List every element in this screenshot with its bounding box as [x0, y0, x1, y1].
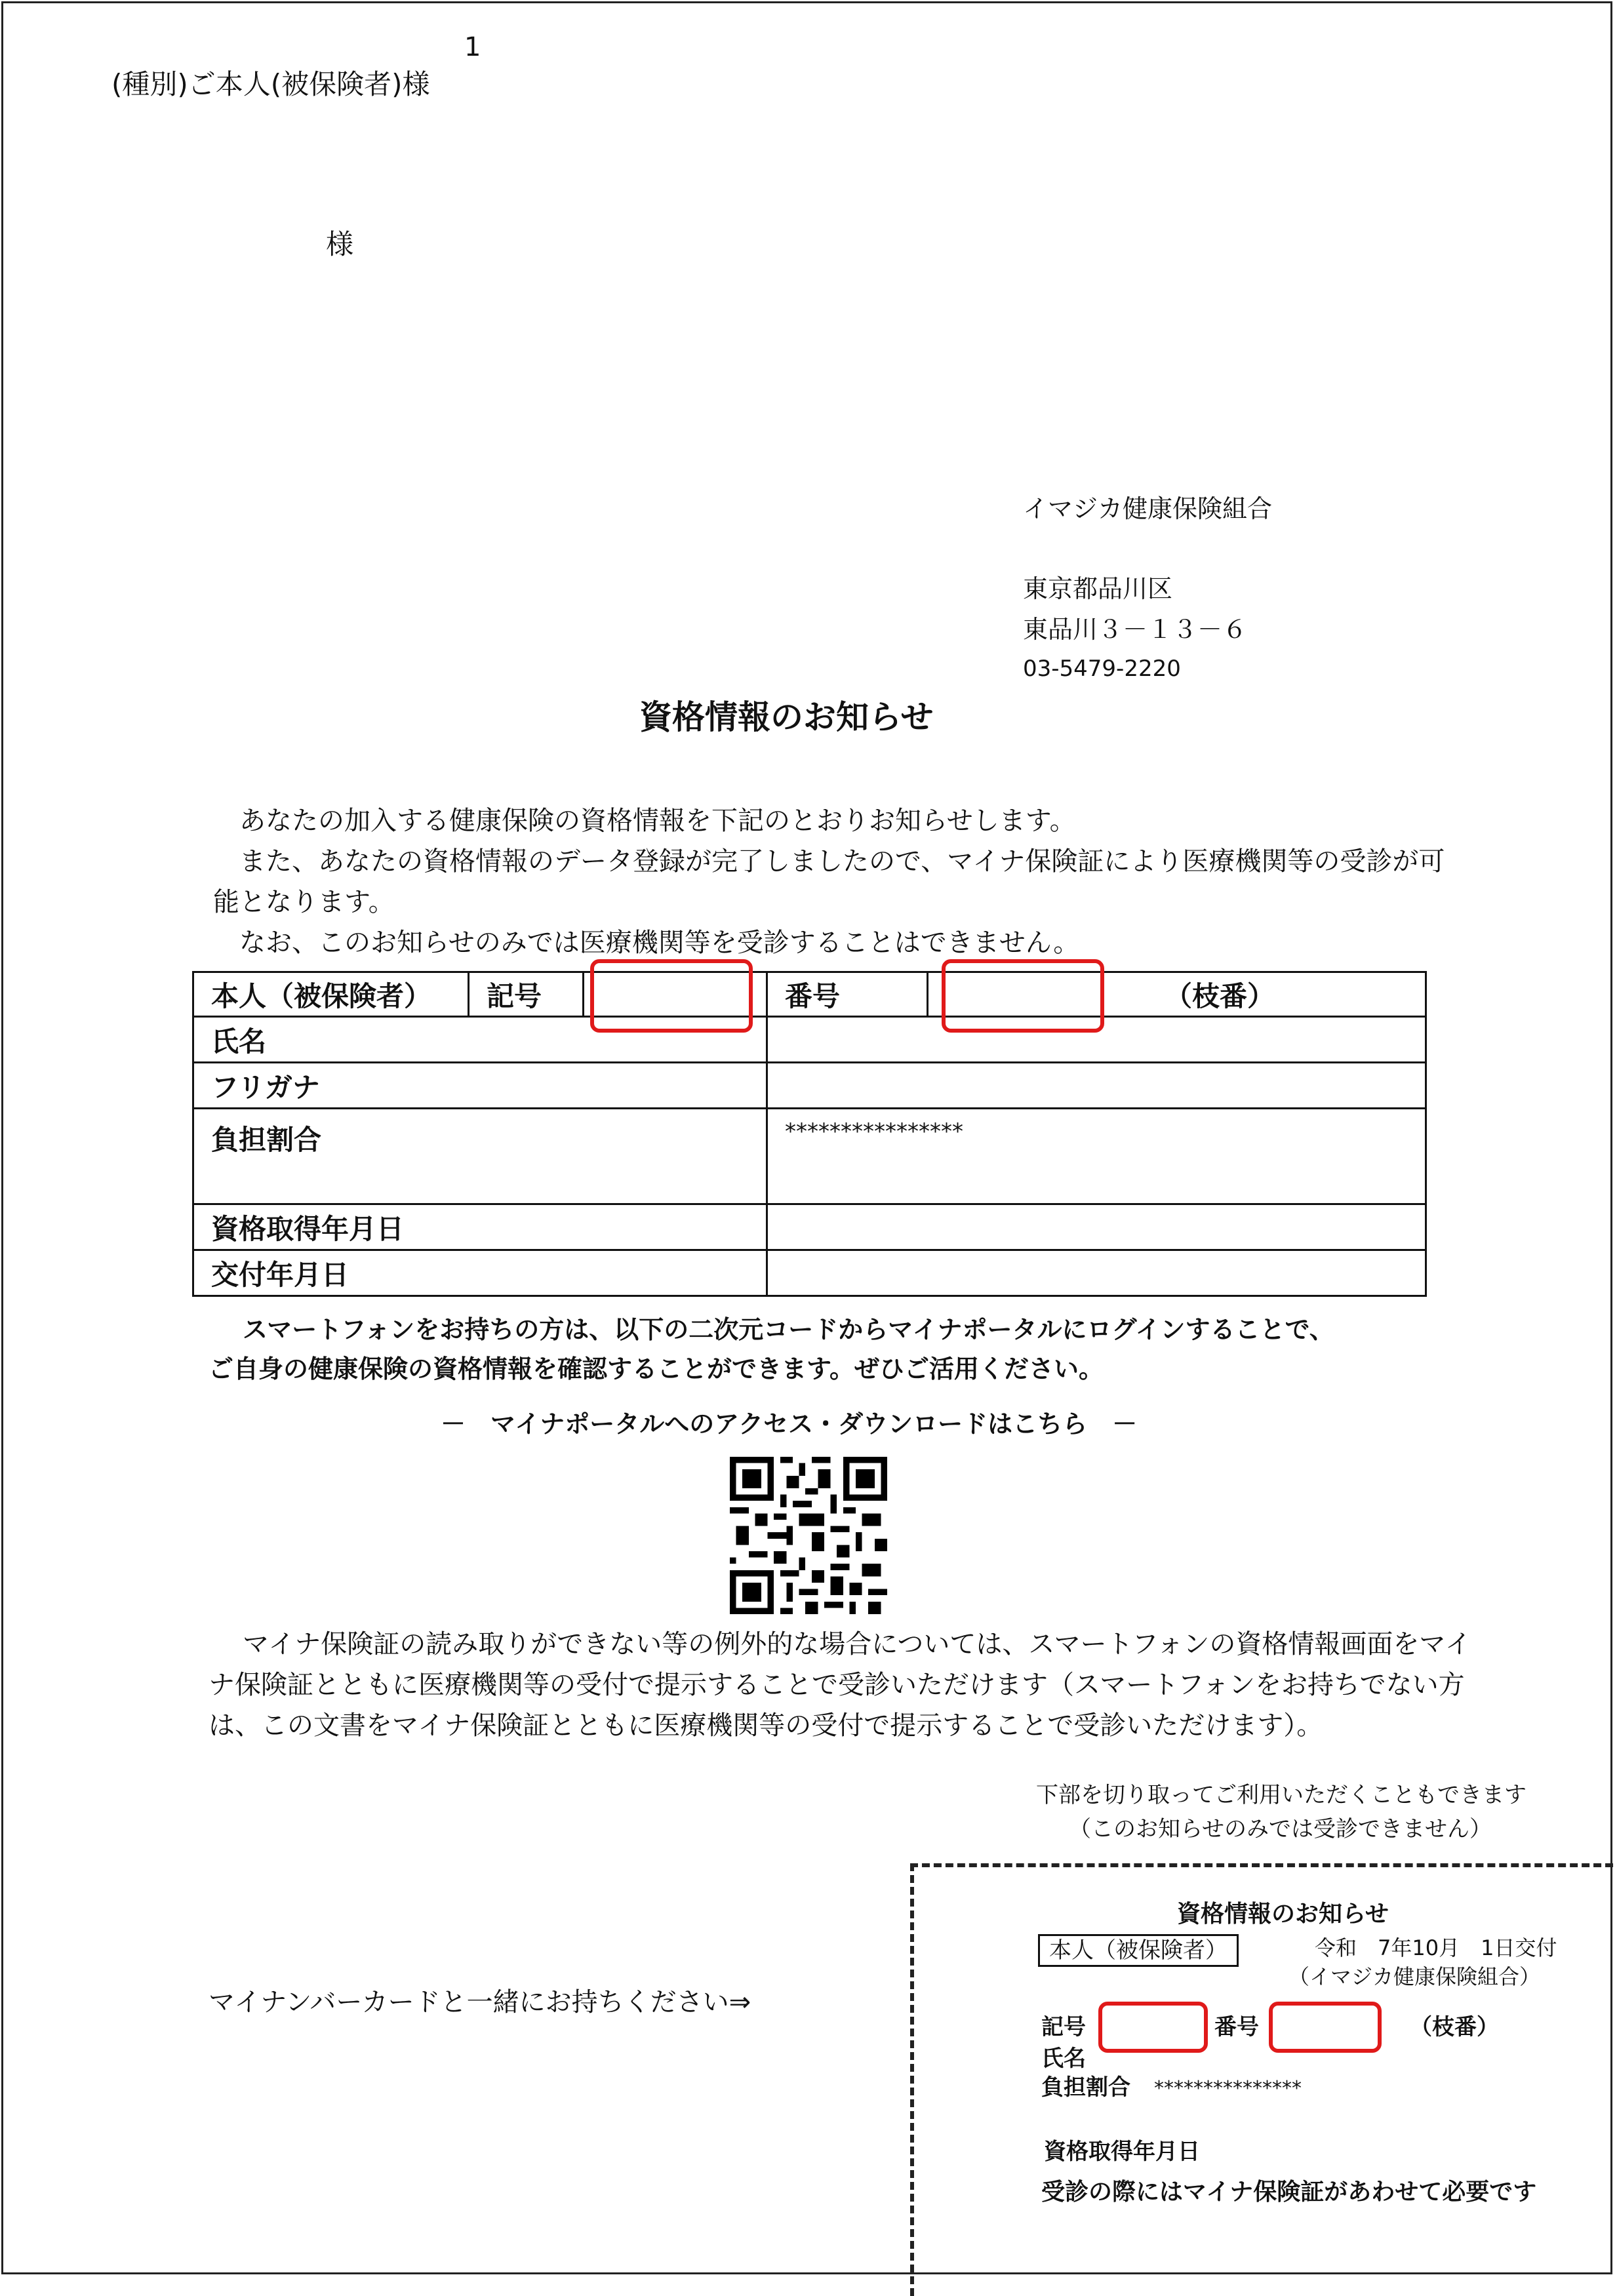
table-row-name: [193, 1017, 1426, 1063]
recipient-salutation: (種別)ご本人(被保険者)様: [111, 68, 430, 100]
exception-line-2: ナ保険証とともに医療機関等の受付で提示することで受診いただけます（スマートフォンをお持ちでない方: [209, 1670, 1465, 1700]
symbol-label-cell: 記号: [469, 972, 584, 1017]
stub-issuer: （イマジカ健康保険組合）: [1288, 1964, 1541, 1989]
furigana-value-cell: [767, 1063, 1426, 1109]
stub-symbol-label: 記号: [1041, 2014, 1086, 2040]
issued-label-cell: 交付年月日: [193, 1250, 767, 1296]
stub-issued-date: 令和 7年10月 1日交付: [1315, 1935, 1557, 1960]
symbol-redaction-box: [590, 959, 753, 1033]
intro-line-3: 能となります。: [213, 887, 395, 917]
stub-burden-label: 負担割合: [1041, 2074, 1130, 2101]
furigana-label-cell: フリガナ: [193, 1063, 767, 1109]
acquired-value-cell: [767, 1204, 1426, 1250]
stub-notice: 受診の際にはマイナ保険証があわせて必要です: [1041, 2179, 1537, 2206]
recipient-honorific: 様: [326, 228, 354, 260]
issuer-name: イマジカ健康保険組合: [1023, 494, 1273, 523]
exception-line-3: は、この文書をマイナ保険証とともに医療機関等の受付で提示することで受診いただけます）。: [209, 1711, 1323, 1741]
intro-line-2: また、あなたの資格情報のデータ登録が完了しましたので、マイナ保険証により医療機関等の受診が可: [239, 846, 1445, 877]
stub-branch-label: （枝番）: [1410, 2014, 1499, 2040]
stub-symbol-redaction-box: [1098, 2002, 1208, 2053]
smartphone-line-1: スマートフォンをお持ちの方は、以下の二次元コードからマイナポータルにログインすることで、: [243, 1315, 1334, 1344]
intro-line-1: あなたの加入する健康保険の資格情報を下記のとおりお知らせします。: [239, 806, 1076, 836]
stub-title: 資格情報のお知らせ: [1177, 1901, 1389, 1928]
number-label-cell: 番号: [767, 972, 928, 1017]
stub-kind-badge: 本人（被保険者）: [1038, 1934, 1239, 1967]
burden-value-cell: ****************: [767, 1109, 1426, 1204]
stub-number-redaction-box: [1269, 2002, 1382, 2053]
intro-line-4: なお、このお知らせのみでは医療機関等を受診することはできません。: [239, 928, 1080, 958]
document-title: 資格情報のお知らせ: [639, 698, 934, 736]
stub-acquired-label: 資格取得年月日: [1044, 2139, 1200, 2165]
issuer-phone: 03-5479-2220: [1023, 656, 1181, 682]
cut-note-line-1: 下部を切り取ってご利用いただくこともできます: [1036, 1782, 1527, 1808]
bring-card-note: マイナンバーカードと一緒にお持ちください⇒: [209, 1987, 751, 2017]
cut-note-line-2: （このお知らせのみでは受診できません）: [1069, 1816, 1492, 1842]
insured-kind-cell: 本人（被保険者）: [193, 972, 469, 1017]
stub-name-label: 氏名: [1041, 2046, 1086, 2072]
branch-label-cell: （枝番）: [928, 972, 1426, 1017]
table-row-furigana: [193, 1063, 1426, 1109]
issuer-address-line1: 東京都品川区: [1023, 574, 1173, 603]
qr-code-icon[interactable]: [730, 1457, 887, 1614]
smartphone-line-2: ご自身の健康保険の資格情報を確認することができます。ぜひご活用ください。: [209, 1355, 1104, 1383]
portal-heading: － マイナポータルへのアクセス・ダウンロードはこちら －: [441, 1410, 1138, 1438]
exception-line-1: マイナ保険証の読み取りができない等の例外的な場合については、スマートフォンの資格情報画面をマイ: [243, 1629, 1471, 1659]
issuer-address-line2: 東品川３－１３－６: [1023, 615, 1248, 644]
table-row-acquired: [193, 1204, 1426, 1250]
burden-label-cell: 負担割合: [193, 1109, 767, 1204]
issued-value-cell: [767, 1250, 1426, 1296]
table-row-issued: [193, 1250, 1426, 1296]
qualification-table: [192, 971, 1427, 1297]
acquired-label-cell: 資格取得年月日: [193, 1204, 767, 1250]
page-number: 1: [464, 32, 481, 62]
number-redaction-box: [942, 959, 1104, 1033]
stub-number-label: 番号: [1214, 2014, 1259, 2040]
name-label-cell: 氏名: [193, 1017, 767, 1063]
table-row-burden: [193, 1109, 1426, 1204]
table-row-insured: [193, 972, 1426, 1017]
stub-burden-value: ***************: [1154, 2077, 1302, 2100]
